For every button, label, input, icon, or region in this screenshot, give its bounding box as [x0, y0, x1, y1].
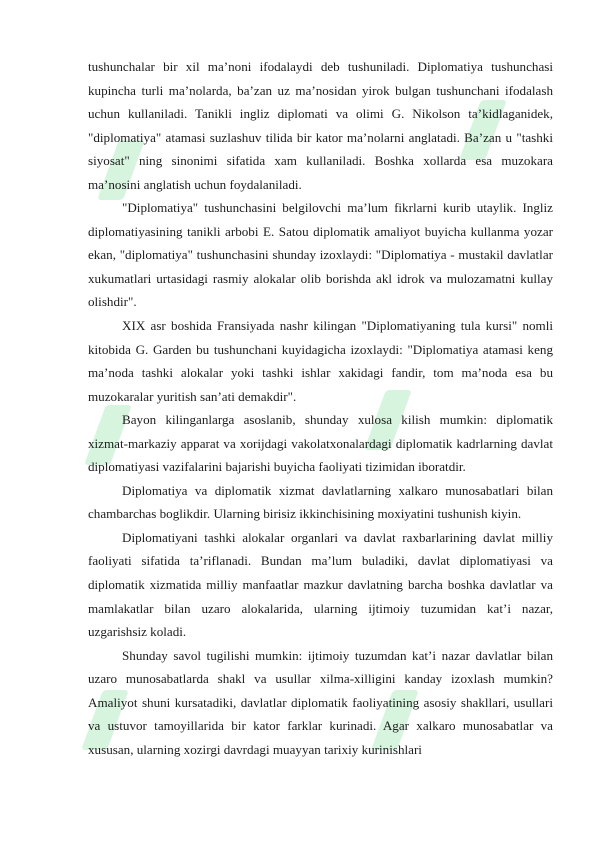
paragraph: "Diplomatiya" tushunchasini belgilovchi ma’lum fikrlarni kurib utaylik. Ingliz diplomatiyasining tanikli arbobi E. Satou diplomatik amaliyot buyicha kullanma yozar ekan, "diplomatiya" tushunchasini shunday izoxlaydi: "Diplomatiya - mustakil davlatlar xukumatlari urtasidagi rasmiy alokalar olib borishda akl idrok va mulozamatni kullay olishdir".: [88, 200, 553, 310]
paragraph: tushunchalar bir xil ma’noni ifodalaydi deb tushuniladi. Diplomatiya tushunchasi kupincha turli ma’nolarda, ba’zan uz ma’nosidan yirok bulgan tushunchani ifodalash uchun kullaniladi. Tanikli ingliz diplomati va olimi G. Nikolson ta’kidlaganidek, "diplomatiya" atamasi suzlashuv tilida bir kator ma’nolarni anglatadi. Ba’zan u "tashki siyosat" ning sinonimi sifatida xam kullaniladi. Boshka xollarda esa muzokara ma’nosini anglatish uchun foydalaniladi.: [88, 59, 553, 192]
paragraph: Shunday savol tugilishi mumkin: ijtimoiy tuzumdan kat’i nazar davlatlar bilan uzaro munosabatlarda shakl va usullar xilma-xilligini kanday izoxlash mumkin? Amaliyot shuni kursatadiki, davlatlar diplomatik faoliyatining asosiy shakllari, usullari va ustuvor tamoyillarida bir kator farklar kurinadi. Agar xalkaro munosabatlar va xususan, ularning xozirgi davrdagi muayyan tarixiy kurinishlari: [88, 647, 553, 757]
paragraph: XIX asr boshida Fransiyada nashr kilingan "Diplomatiyaning tula kursi" nomli kitobida G. Garden bu tushunchani kuyidagicha izoxlaydi: "Diplomatiya atamasi keng ma’noda tashki alokalar yoki tashki ishlar xakidagi fandir, tom ma’noda esa bu muzokaralar yuritish san’ati demakdir".: [88, 318, 553, 404]
paragraph: Bayon kilinganlarga asoslanib, shunday xulosa kilish mumkin: diplomatik xizmat-markaziy apparat va xorijdagi vakolatxonalardagi diplomatik kadrlarning davlat diplomatiyasi vazifalarini bajarishi buyicha faoliyati tizimidan iboratdir.: [88, 412, 553, 475]
paragraph: Diplomatiya va diplomatik xizmat davlatlarning xalkaro munosabatlari bilan chambarchas boglikdir. Ularning birisiz ikkinchisining moxiyatini tushunish kiyin.: [88, 482, 553, 522]
document-body: [88, 55, 553, 761]
paragraph: Diplomatiyani tashki alokalar organlari va davlat raxbarlarining davlat milliy faoliyati sifatida ta’riflanadi. Bundan ma’lum buladiki, davlat diplomatiyasi va diplomatik xizmatida milliy manfaatlar mazkur davlatning barcha boshka davlatlar va mamlakatlar bilan uzaro alokalarida, ularning ijtimoiy tuzumidan kat’i nazar, uzgarishsiz koladi.: [88, 529, 553, 640]
